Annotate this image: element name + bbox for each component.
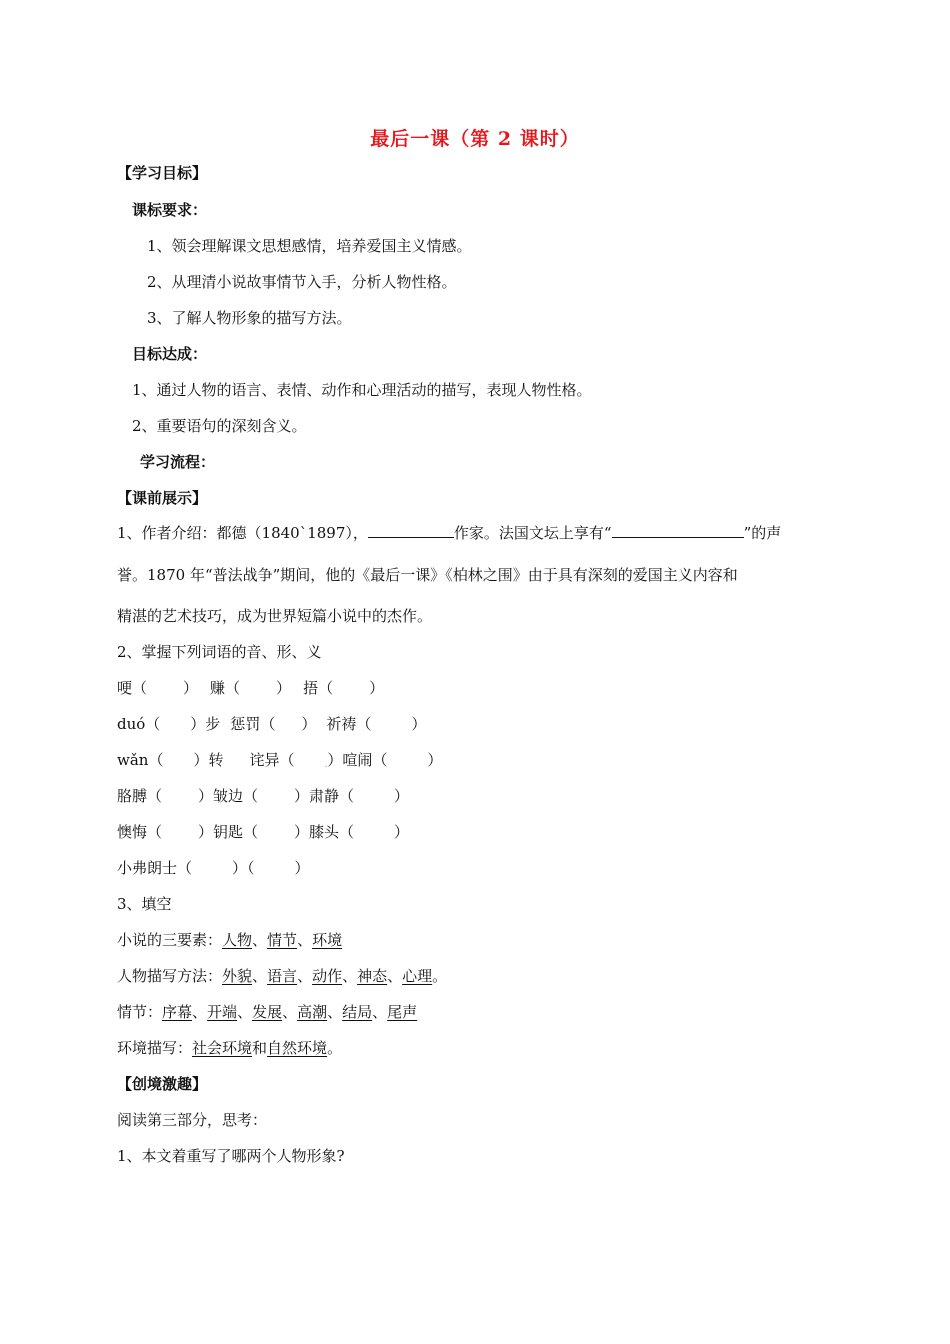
- q1-text-a: 1、作者介绍：都德（1840`1897），: [117, 524, 368, 542]
- answer-text: 自然环境: [267, 1039, 328, 1057]
- curriculum-item-2: 2、从理清小说故事情节入手，分析人物性格。: [147, 273, 457, 291]
- environment-label: 环境描写：: [117, 1039, 193, 1057]
- vocab-row-1: [117, 678, 384, 698]
- vocab-row-6: [117, 858, 310, 878]
- section-scene: 【创境激趣】: [117, 1075, 208, 1093]
- vocab-close: ）: [411, 715, 427, 733]
- vocab-close: ）皱边（: [198, 787, 259, 805]
- answer-text: 外貌: [222, 967, 253, 985]
- vocab-close: ）: [276, 679, 292, 697]
- vocab-word: 捂（: [303, 679, 334, 697]
- vocab-word: 懊悔（: [117, 823, 163, 841]
- q1-text-b: 作家。法国文坛上享有“: [453, 524, 612, 542]
- vocab-word: 小弗朗士（: [117, 859, 193, 877]
- answer-text: 结局: [342, 1003, 373, 1021]
- vocab-row-5: [117, 822, 409, 842]
- vocab-close: ）: [301, 715, 317, 733]
- vocab-word: wǎn（: [117, 751, 164, 769]
- vocab-word: 祈祷（: [326, 715, 372, 733]
- curriculum-item-1: 1、领会理解课文思想感情，培养爱国主义情感。: [147, 237, 472, 255]
- vocab-row-3: [117, 750, 442, 775]
- q1-line-2: 誉。1870 年“普法战争”期间，他的《最后一课》《柏林之围》由于具有深刻的爱国主义内容和: [117, 566, 738, 584]
- vocab-close: ）: [294, 859, 310, 877]
- answer-text: 社会环境: [192, 1039, 253, 1057]
- description-methods-label: 人物描写方法：: [117, 967, 223, 985]
- description-methods-line: 人物描写方法：外貌、语言、动作、神态、心理。: [117, 967, 448, 985]
- goals-heading: 目标达成：: [132, 345, 208, 363]
- vocab-close: ）: [427, 751, 443, 769]
- reading-intro: 阅读第三部分，思考：: [117, 1111, 268, 1129]
- reading-question-1: 1、本文着重写了哪两个人物形象?: [117, 1147, 345, 1165]
- author-nationality-blank[interactable]: [368, 523, 454, 538]
- novel-elements-line: 小说的三要素：人物、情节、环境: [117, 931, 343, 949]
- vocab-word: 哽（: [117, 679, 148, 697]
- vocab-word: 胳膊（: [117, 787, 163, 805]
- answer-text: 环境: [312, 931, 343, 949]
- q1-line-3: 精湛的艺术技巧，成为世界短篇小说中的杰作。: [117, 607, 433, 625]
- goals-item-1: 1、通过人物的语言、表情、动作和心理活动的描写，表现人物性格。: [132, 381, 592, 399]
- vocab-row-2: [117, 714, 426, 734]
- vocab-close: ）: [369, 679, 385, 697]
- section-objectives: 【学习目标】: [117, 164, 208, 182]
- answer-text: 神态: [357, 967, 388, 985]
- vocab-close: ）: [394, 787, 410, 805]
- page-title: 最后一课（第 2 课时）: [370, 128, 580, 150]
- q3-heading: 3、填空: [117, 895, 172, 913]
- flow-heading: 学习流程：: [140, 453, 216, 471]
- answer-text: 高潮: [297, 1003, 328, 1021]
- environment-line: 环境描写：社会环境和自然环境。: [117, 1039, 343, 1057]
- answer-text: 动作: [312, 967, 343, 985]
- answer-text: 心理: [402, 967, 433, 985]
- stray-mark: .: [324, 760, 328, 770]
- author-reputation-blank[interactable]: [612, 523, 744, 538]
- vocab-close: ）: [183, 679, 199, 697]
- section-preview: 【课前展示】: [117, 489, 208, 507]
- vocab-word: 惩罚（: [230, 715, 276, 733]
- curriculum-item-3: 3、了解人物形象的描写方法。: [147, 309, 352, 327]
- vocab-row-4: [117, 786, 409, 806]
- answer-text: 开端: [207, 1003, 238, 1021]
- vocab-close: ）（: [232, 859, 255, 877]
- answer-text: 情节: [267, 931, 298, 949]
- q1-text-c: ”的声: [743, 524, 782, 542]
- vocab-word: duó（: [117, 715, 161, 733]
- vocab-close: ）喧闹（: [327, 751, 388, 769]
- q2-heading: 2、掌握下列词语的音、形、义: [117, 643, 322, 661]
- vocab-close: ）: [394, 823, 410, 841]
- answer-text: 序幕: [162, 1003, 193, 1021]
- plot-line: 情节：序幕、开端、发展、高潮、结局、尾声: [117, 1003, 418, 1021]
- vocab-word: 诧异（: [249, 751, 295, 769]
- goals-item-2: 2、重要语句的深刻含义。: [132, 417, 307, 435]
- answer-text: 语言: [267, 967, 298, 985]
- vocab-close: ）步: [190, 715, 221, 733]
- vocab-close: ）钥匙（: [198, 823, 259, 841]
- q1-line-1: [117, 523, 781, 543]
- curriculum-heading: 课标要求：: [132, 201, 208, 219]
- plot-label: 情节：: [117, 1003, 163, 1021]
- answer-text: 尾声: [387, 1003, 418, 1021]
- vocab-close: ）转: [193, 751, 224, 769]
- answer-text: 发展: [252, 1003, 283, 1021]
- vocab-close: ）肃静（: [294, 787, 355, 805]
- vocab-word: 赚（: [210, 679, 241, 697]
- answer-text: 人物: [222, 931, 253, 949]
- vocab-close: ）膝头（: [294, 823, 355, 841]
- novel-elements-label: 小说的三要素：: [117, 931, 223, 949]
